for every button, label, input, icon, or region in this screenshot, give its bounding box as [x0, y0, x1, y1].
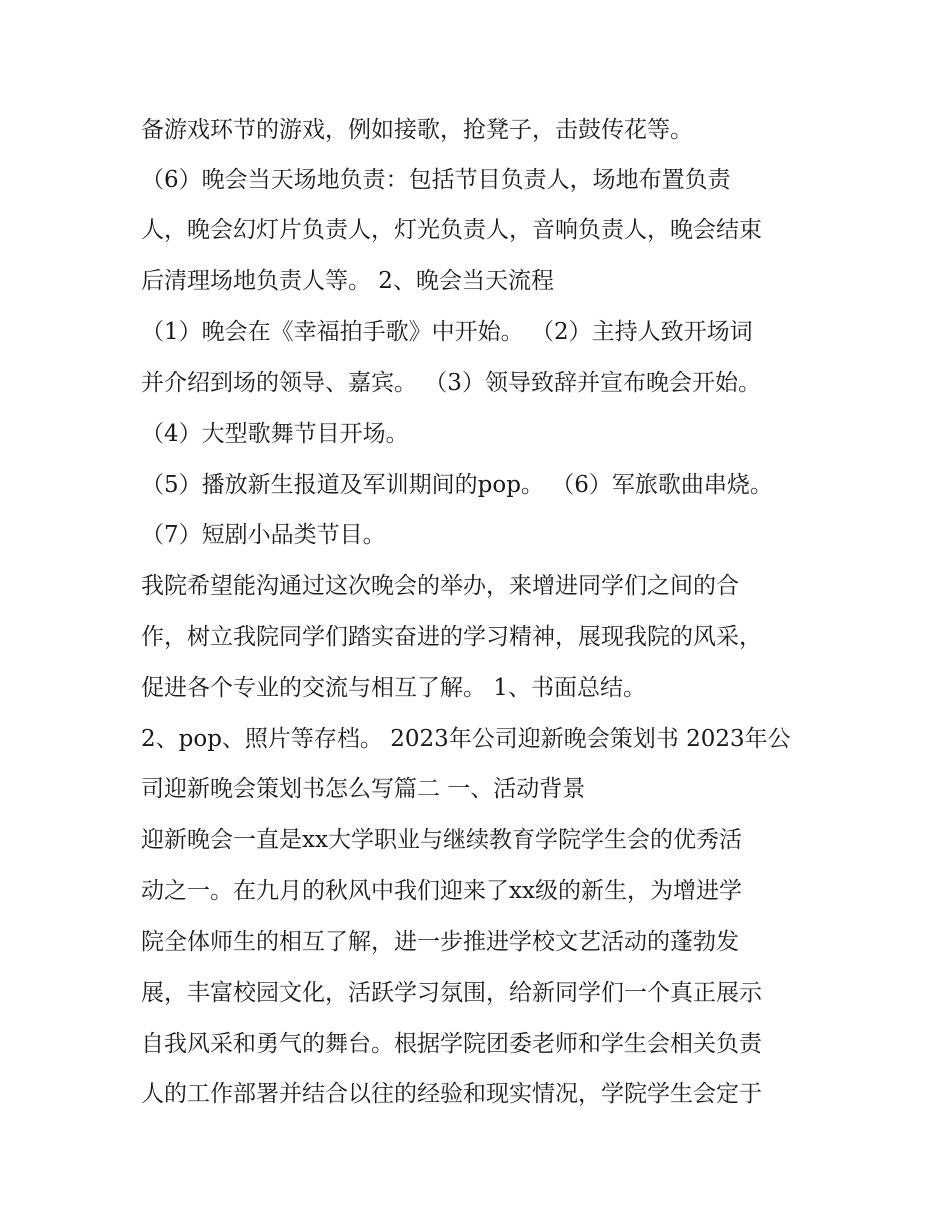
text-line: 备游戏环节的游戏，例如接歌，抢凳子，击鼓传花等。	[141, 117, 693, 143]
text-line: 作，树立我院同学们踏实奋进的学习精神，展现我院的风采，	[141, 624, 762, 650]
text-line: 促进各个专业的交流与相互了解。 1、书面总结。	[141, 675, 646, 701]
text-line: 人的工作部署并结合以往的经验和现实情况，学院学生会定于	[141, 1081, 762, 1107]
text-line: 我院希望能沟通过这次晚会的举办，来增进同学们之间的合	[141, 573, 739, 599]
text-line: 自我风采和勇气的舞台。根据学院团委老师和学生会相关负责	[141, 1031, 762, 1057]
text-line: 迎新晚会一直是xx大学职业与继续教育学院学生会的优秀活	[141, 827, 742, 853]
text-line: 院全体师生的相互了解，进一步推进学校文艺活动的蓬勃发	[141, 929, 739, 955]
text-line: 后清理场地负责人等。 2、晚会当天流程	[141, 268, 554, 294]
text-line: 动之一。在九月的秋风中我们迎来了xx级的新生，为增进学	[141, 878, 742, 904]
text-line: （1）晚会在《幸福拍手歌》中开始。 （2）主持人致开场词	[141, 319, 753, 345]
text-line: 司迎新晚会策划书怎么写篇二 一、活动背景	[141, 776, 586, 802]
text-line: 人，晚会幻灯片负责人，灯光负责人，音响负责人，晚会结束	[141, 217, 762, 243]
text-line: （5）播放新生报道及军训期间的pop。 （6）军旅歌曲串烧。	[141, 472, 773, 498]
text-line: 并介绍到场的领导、嘉宾。 （3）领导致辞并宣布晚会开始。	[141, 370, 761, 396]
text-line: 2、pop、照片等存档。 2023年公司迎新晚会策划书 2023年公	[141, 726, 791, 752]
text-line: （6）晚会当天场地负责：包括节目负责人，场地布置负责	[141, 167, 731, 193]
text-line: 展，丰富校园文化，活跃学习氛围，给新同学们一个真正展示	[141, 980, 762, 1006]
text-line: （4）大型歌舞节目开场。	[141, 421, 409, 447]
text-line: （7）短剧小品类节目。	[141, 522, 386, 548]
